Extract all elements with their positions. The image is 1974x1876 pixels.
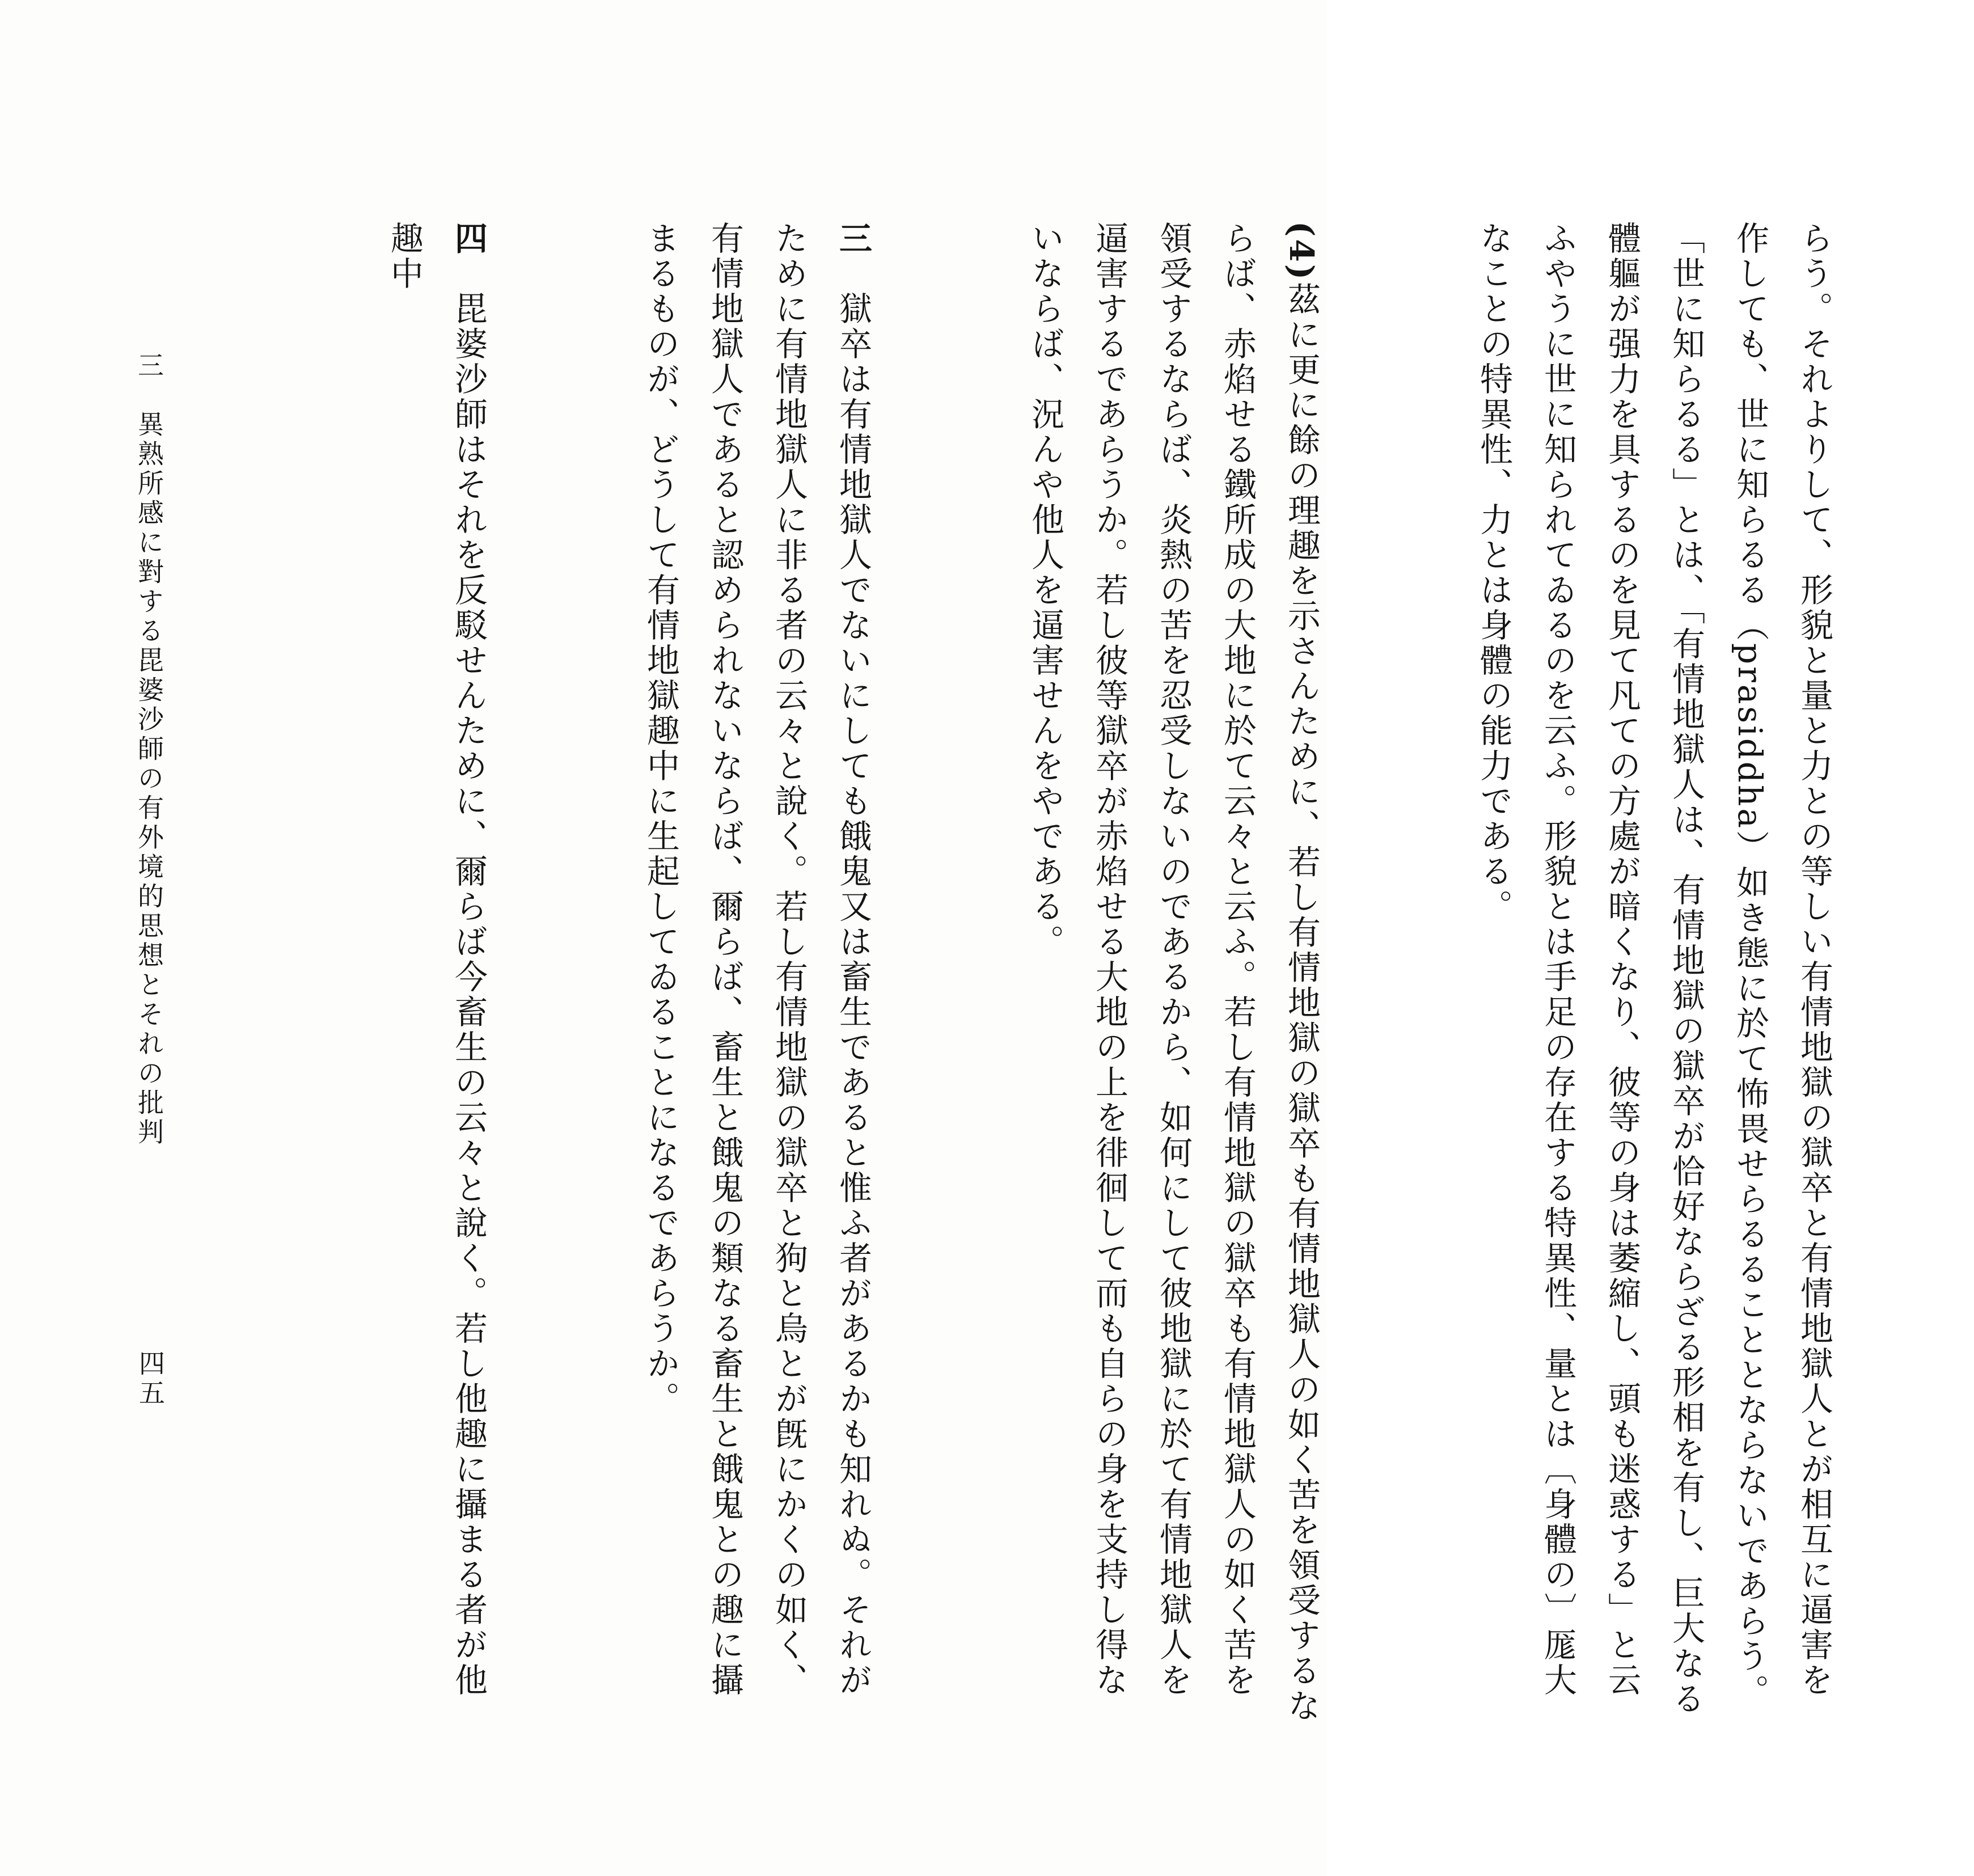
paragraph-3 xyxy=(628,221,885,1730)
paragraph-4-marker: 四 xyxy=(449,221,488,256)
paragraph-4-text: 毘婆沙師はそれを反駁せんために、爾らば今畜生の云々と說く。若し他趣に攝まる者が他趣中 xyxy=(385,221,488,1698)
paragraph-2-text: 茲に更に餘の理趣を示さんために、若し有情地獄の獄卒も有情地獄人の如く苦を領受するならば、赤焰せる鐵所成の大地に於て云々と云ふ。若し有情地獄の獄卒も有情地獄人の如く苦を領受するならば、炎熱の苦を忍受しないのであるから、如何にして彼地獄に於て有情地獄人を逼害するであらうか。若し彼等獄卒が赤焰せる大地の上を徘徊して而も自らの身を支持し得ないならば、況んや他人を逼害せんをやである。 xyxy=(1026,221,1321,1724)
paragraph-2-marker: (4) xyxy=(1282,221,1321,282)
paragraph-4 xyxy=(372,221,500,1730)
paragraph-3-marker: 三 xyxy=(834,221,872,256)
paragraph-1 xyxy=(1461,221,1846,1730)
paragraph-1-text: らう。それよりして、形貌と量と力との等しい有情地獄の獄卒と有情地獄人とが相互に逼害を作しても、世に知らるる（prasiddha）如き態に於て怖畏せらるることとならないであらう。「世に知らるる」とは、「有情地獄人は、有情地獄の獄卒が恰好ならざる形相を有し、巨大なる體軀が强力を具するのを見て凡ての方處が暗くなり、彼等の身は萎縮し、頭も迷惑する」と云ふやうに世に知られてゐるのを云ふ。形貌とは手足の存在する特異性、量とは〔身體の〕厖大なことの特異性、力とは身體の能力である。 xyxy=(1474,221,1833,1717)
page-number: 四五 xyxy=(135,1350,166,1409)
paragraph-2 xyxy=(1013,221,1333,1730)
body-text xyxy=(244,221,1974,1730)
running-head: 三 異熟所感に對する毘婆沙師の有外境的思想とそれの批判 xyxy=(134,352,164,1148)
paragraph-3-text: 獄卒は有情地獄人でないにしても餓鬼又は畜生であると惟ふ者があるかも知れぬ。それがために有情地獄人に非る者の云々と說く。若し有情地獄の獄卒と狗と烏とが旣にかくの如く、有情地獄人であると認められないならば、爾らば、畜生と餓鬼の類なる畜生と餓鬼との趣に攝まるものが、どうして有情地獄趣中に生起してゐることになるであらうか。 xyxy=(641,221,872,1698)
